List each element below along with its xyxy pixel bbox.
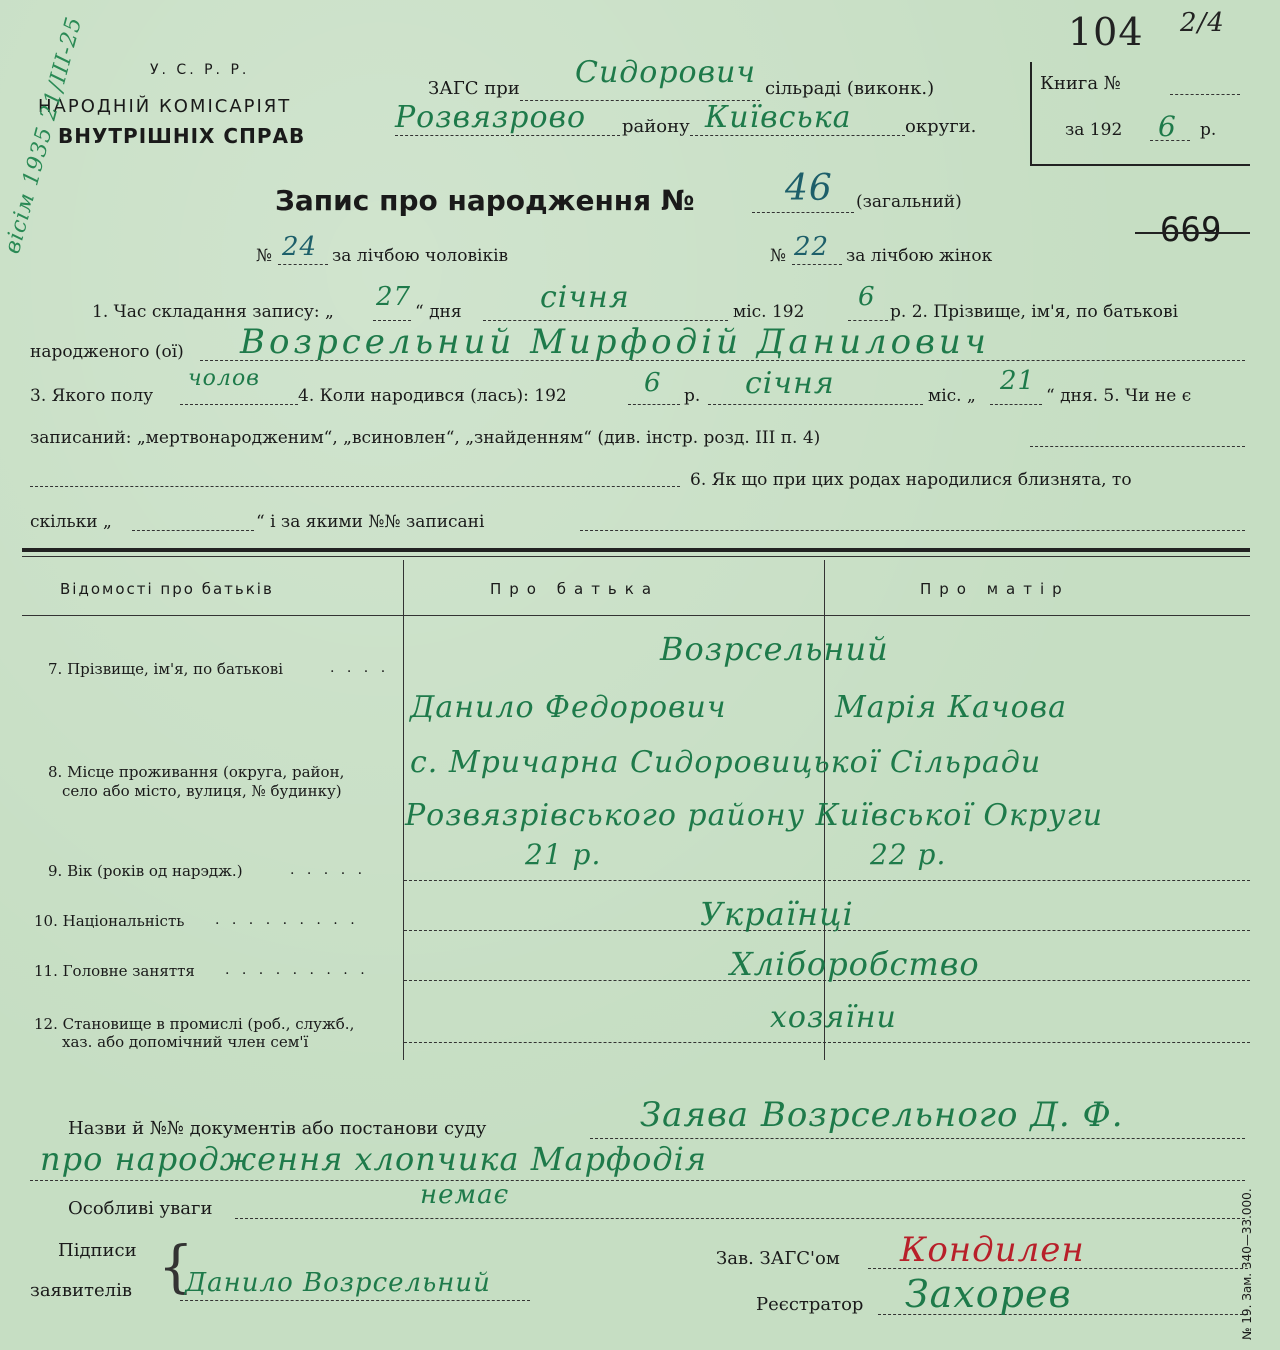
record-title: Запис про народження № (275, 184, 695, 217)
table-top-rule-thin (22, 556, 1250, 557)
corner-number-strike (1135, 232, 1250, 234)
docs-line-2 (30, 1180, 1245, 1181)
commissariat-label: НАРОДНІЙ КОМІСАРІЯТ (38, 96, 292, 117)
hw-record-number: 46 (785, 168, 833, 209)
silrada-label: сільраді (виконк.) (765, 78, 935, 99)
hw-signer: Данило Возрсельний (185, 1268, 491, 1298)
s1-recorded-line (1030, 446, 1245, 447)
s1-sex-line (180, 404, 298, 405)
hw-raion: Розвязрово (395, 100, 587, 135)
hw-remarks: немає (420, 1180, 510, 1210)
raion-label: району (622, 116, 690, 137)
hw-silrada: Сидорович (575, 55, 757, 90)
hw-place-line-1: с. Мричарна Сидоровицької Сільради (410, 745, 1042, 780)
s1-numbers-label: “ і за якими №№ записані (256, 512, 485, 532)
header-parents: Відомості про батьків (60, 580, 274, 598)
hw-women-count: 22 (794, 232, 830, 262)
hw-s1-month: січня (540, 280, 630, 315)
hw-head-zags: Кондилен (900, 1230, 1085, 1270)
hw-top-fraction: 2/4 (1180, 8, 1225, 38)
row-age-label: 9. Вік (років од нарэдж.) (48, 862, 243, 880)
men-prefix: № (256, 246, 273, 266)
table-top-rule (22, 548, 1250, 552)
s1-day-line (373, 320, 411, 321)
table-header-rule (22, 615, 1250, 616)
hw-top-number: 104 (1068, 10, 1144, 54)
women-prefix: № (770, 246, 787, 266)
okrug-line (690, 135, 905, 136)
docs-label: Назви й №№ документів або постанови суду (68, 1118, 487, 1139)
remarks-label: Особливі уваги (68, 1198, 213, 1219)
women-label: за лічбою жінок (846, 246, 993, 266)
women-line (792, 264, 842, 265)
status-row-line (404, 1042, 1250, 1043)
hw-docs-2: про народження хлопчика Марфодія (40, 1140, 708, 1178)
hw-birth-month: січня (745, 366, 835, 401)
hw-docs-1: Заява Возрсельного Д. Ф. (640, 1095, 1124, 1135)
hw-s1-year: 6 (858, 282, 876, 312)
hw-nationality: Українці (700, 895, 854, 933)
hw-margin-note: вісім 1935 21/ІІІ-25 (0, 13, 88, 257)
hw-men-count: 24 (282, 232, 318, 262)
docs-line (590, 1138, 1245, 1139)
hw-father-age: 21 р. (525, 838, 602, 871)
s1-day-label: “ дня (415, 302, 462, 322)
s1-sex-label: 3. Якого полу (30, 386, 154, 406)
hw-birth-day: 21 (1000, 366, 1036, 396)
record-number-line (752, 212, 854, 213)
s1-r-label: р. (684, 386, 701, 406)
row-age-dots: . . . . . (290, 862, 367, 878)
s1-time-label: 1. Час складання запису: „ (92, 302, 334, 322)
header-father: Про батька (490, 580, 660, 598)
hw-father-name: Данило Федорович (410, 690, 727, 725)
s1-name-label: р. 2. Прізвище, ім'я, по батькові (890, 302, 1179, 322)
hw-s1-day: 27 (376, 282, 412, 312)
men-line (278, 264, 328, 265)
s1-born-label: народженого (ої) (30, 342, 184, 362)
okrug-label: округи. (905, 116, 977, 137)
record-general-label: (загальний) (856, 192, 962, 212)
row-place-label-1: 8. Місце проживання (округа, район, (48, 763, 345, 781)
header-mother: Про матір (920, 580, 1070, 598)
book-number-line (1170, 94, 1240, 95)
remarks-line (235, 1218, 1245, 1219)
row-occupation-dots: . . . . . . . . . (225, 962, 369, 978)
hw-mother-age: 22 р. (870, 838, 947, 871)
row-nationality-dots: . . . . . . . . . (215, 912, 359, 928)
row-place-label-2: село або місто, вулиця, № будинку) (62, 782, 342, 800)
hw-mother-name: Марія Качова (835, 690, 1067, 725)
signatures-brace: { (158, 1235, 194, 1300)
hw-okrug: Київська (705, 100, 852, 135)
s1-month-label: міс. „ (928, 386, 976, 406)
table-col-divider-1 (403, 560, 404, 1060)
hw-status: хозяїни (770, 1000, 897, 1035)
s1-howmany-label: скільки „ (30, 512, 112, 532)
registrar-label: Реєстратор (756, 1294, 864, 1315)
hw-book-year: 6 (1158, 110, 1177, 143)
signatures-label-1: Підписи (58, 1240, 137, 1261)
row-occupation-label: 11. Головне заняття (34, 962, 195, 980)
head-zags-label: Зав. ЗАГС'ом (716, 1248, 840, 1269)
s1-birth-day-line (990, 404, 1042, 405)
s1-birth-month-line (708, 404, 923, 405)
s1-birth-year-line (628, 404, 680, 405)
row-status-label-1: 12. Становище в промислі (роб., служб., (34, 1015, 355, 1033)
row-name-label: 7. Прізвище, ім'я, по батькові (48, 660, 284, 678)
row-status-label-2: хаз. або допомічний член сем'ї (62, 1033, 309, 1051)
men-label: за лічбою чоловіків (332, 246, 509, 266)
s1-born-when-label: 4. Коли народився (лась): 192 (298, 386, 567, 406)
signatures-label-2: заявителів (30, 1280, 132, 1301)
zags-prefix: ЗАГС при (428, 78, 520, 99)
s1-month-line (483, 320, 728, 321)
hw-common-surname: Возрсельний (660, 630, 889, 668)
hw-registrar: Захорев (905, 1272, 1072, 1316)
raion-line (395, 135, 620, 136)
s1-year-label: міс. 192 (733, 302, 805, 322)
hw-birth-year: 6 (644, 368, 662, 398)
signer-line (180, 1300, 530, 1301)
corner-number: 669 (1160, 210, 1222, 250)
s1-numbers-line (580, 530, 1245, 531)
hw-child-name: Возрсельний Мирфодій Данилович (240, 322, 990, 362)
s1-year-line (848, 320, 888, 321)
age-row-line (404, 880, 1250, 881)
book-year-prefix: за 192 (1065, 120, 1123, 140)
s1-recorded-label: записаний: „мертвонародженим“, „всиновлен“, „знайденням“ (див. інстр. розд. III п. 4) (30, 428, 821, 448)
department-label: ВНУТРІШНІХ СПРАВ (58, 124, 306, 148)
hw-place-line-2: Розвязрівського району Київської Округи (405, 798, 1104, 833)
s1-howmany-line (132, 530, 254, 531)
book-label: Книга № (1040, 73, 1121, 94)
s1-blank-line (30, 486, 680, 487)
row-name-dots: . . . . (330, 660, 390, 676)
ussr-label: У. С. Р. Р. (150, 62, 250, 78)
side-print-label: № 19. Зам. 340—33.000. (1240, 1188, 1254, 1340)
hw-occupation: Хліборобство (730, 945, 980, 983)
s1-day-suffix: “ дня. 5. Чи не є (1046, 386, 1192, 406)
book-year-suffix: р. (1200, 120, 1217, 140)
hw-sex: чолов (188, 366, 260, 391)
s1-twins-label: 6. Як що при цих родах народилися близнята, то (690, 470, 1132, 490)
row-nationality-label: 10. Національність (34, 912, 185, 930)
